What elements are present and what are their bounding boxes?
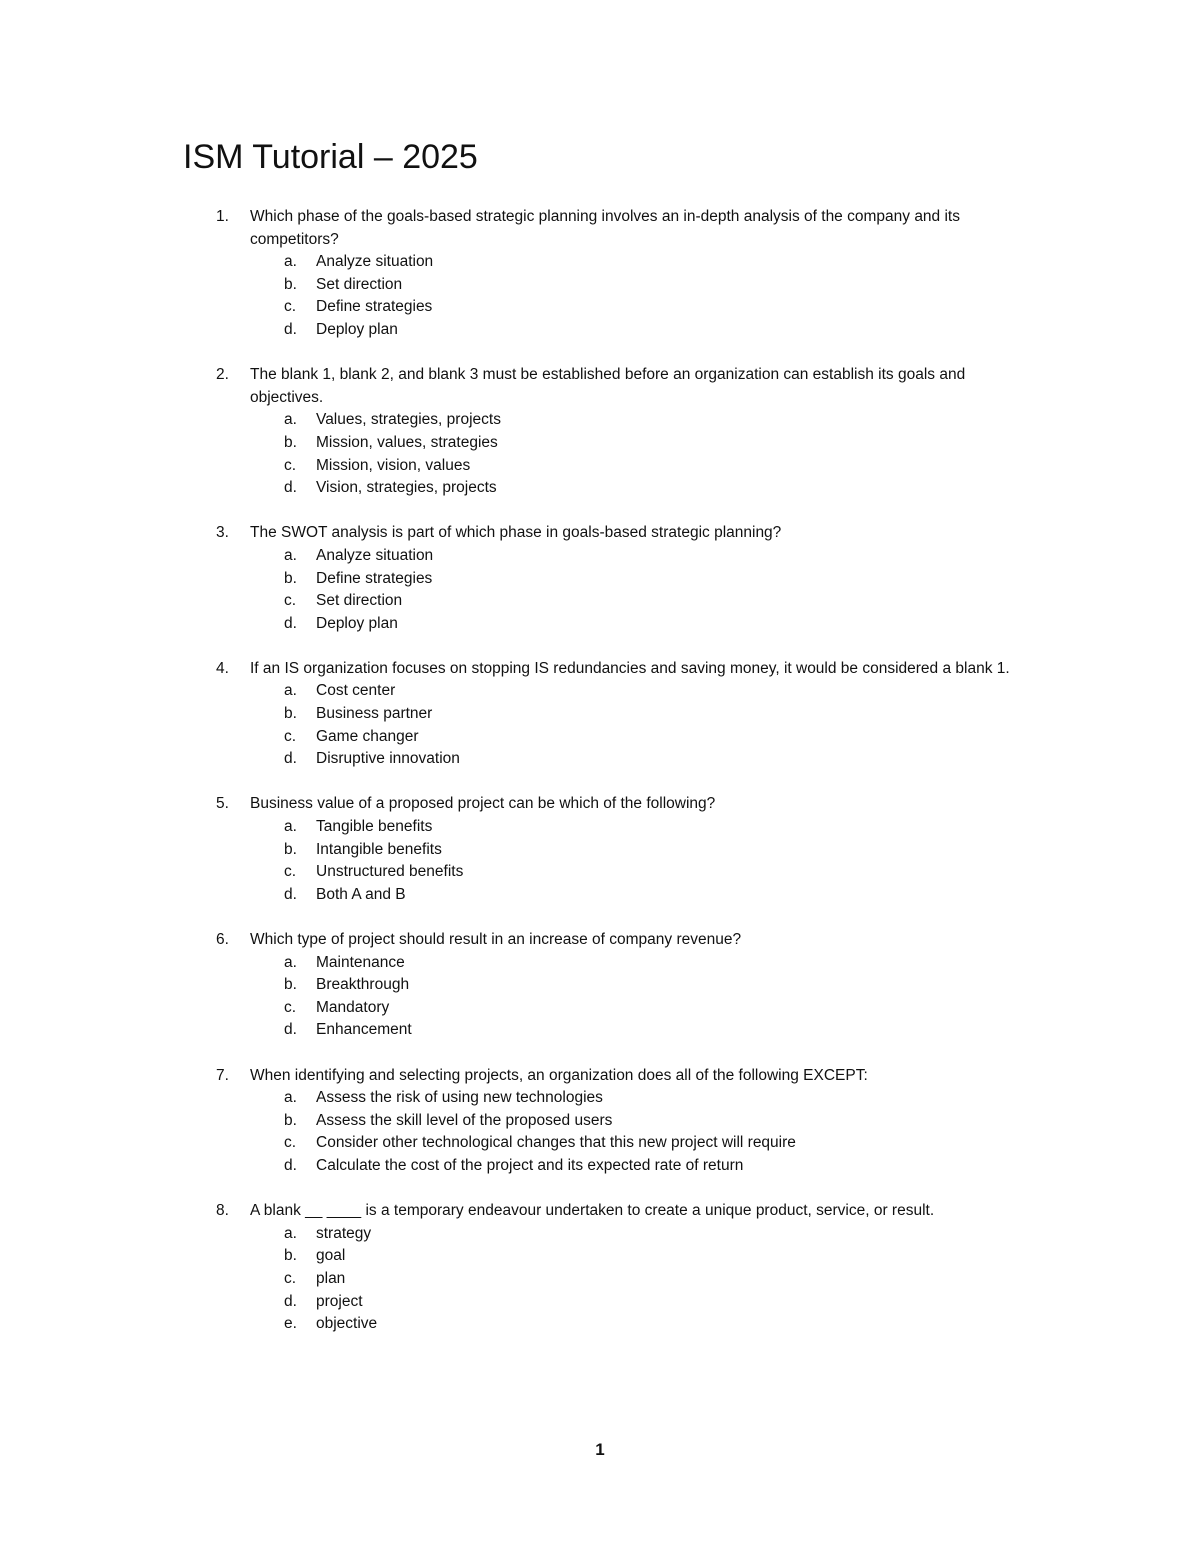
option-letter: a. [284, 953, 297, 971]
answer-option [250, 703, 1010, 726]
question-number: 6. [216, 931, 229, 948]
option-text: Consider other technological changes that this new project will require [316, 1134, 796, 1152]
option-letter: d. [284, 1156, 297, 1174]
answer-option [250, 590, 1010, 613]
page-title: ISM Tutorial – 2025 [183, 138, 478, 176]
option-text: Game changer [316, 727, 419, 745]
option-letter: c. [284, 1269, 297, 1287]
option-text: Analyze situation [316, 253, 434, 271]
option-letter: b. [284, 1111, 297, 1129]
question-number: 7. [216, 1066, 229, 1084]
option-text: Cost center [316, 682, 396, 700]
answer-option [250, 952, 1010, 975]
answer-option [250, 974, 1010, 997]
option-text: Tangible benefits [316, 818, 433, 836]
question-number: 2. [216, 366, 229, 384]
option-list [250, 545, 1010, 635]
answer-option [250, 748, 1010, 771]
option-text: Intangible benefits [316, 840, 442, 858]
answer-option [250, 997, 1010, 1020]
option-text: Mission, vision, values [316, 456, 471, 474]
option-text: Set direction [316, 592, 403, 610]
page-number: 1 [595, 1440, 605, 1459]
question-text: The blank 1, blank 2, and blank 3 must be established before an organization can establish its goals and objectives. [250, 366, 966, 406]
answer-option [250, 816, 1010, 839]
question-number: 3. [216, 524, 229, 542]
option-letter: b. [284, 1247, 297, 1265]
option-text: Vision, strategies, projects [316, 479, 497, 497]
answer-option [250, 1291, 1010, 1314]
question-number: 8. [216, 1202, 229, 1220]
answer-option [250, 477, 1010, 500]
question-text: A blank __ ____ is a temporary endeavour undertaken to create a unique product, service, or result. [250, 1202, 935, 1220]
option-letter: d. [284, 320, 297, 338]
option-text: Define strategies [316, 569, 433, 587]
option-letter: b. [284, 705, 297, 723]
answer-option [250, 319, 1010, 342]
option-text: Values, strategies, projects [316, 411, 501, 429]
answer-option [250, 545, 1010, 568]
question-item [0, 793, 1200, 906]
question-item [0, 1200, 1200, 1336]
answer-option [250, 568, 1010, 591]
answer-option [250, 1087, 1010, 1110]
option-letter: b. [284, 275, 297, 293]
option-letter: e. [284, 1315, 297, 1333]
option-letter: d. [284, 1292, 297, 1310]
question-item [0, 929, 1200, 1042]
option-text: Mission, values, strategies [316, 433, 498, 451]
option-letter: b. [284, 433, 297, 451]
question-item [0, 658, 1200, 771]
answer-option [250, 613, 1010, 636]
answer-option [250, 861, 1010, 884]
answer-option [250, 1110, 1010, 1133]
question-item [0, 1065, 1200, 1178]
answer-option [250, 1245, 1010, 1268]
option-letter: c. [284, 998, 297, 1016]
answer-option [250, 409, 1010, 432]
answer-option [250, 1223, 1010, 1246]
option-list [250, 1087, 1010, 1177]
question-text: The SWOT analysis is part of which phase in goals-based strategic planning? [250, 524, 782, 542]
answer-option [250, 432, 1010, 455]
option-text: Business partner [316, 705, 433, 723]
option-text: Deploy plan [316, 614, 398, 632]
option-text: Mandatory [316, 998, 390, 1016]
option-list [250, 680, 1010, 770]
option-letter: c. [284, 727, 297, 745]
option-text: strategy [316, 1224, 372, 1242]
option-text: Deploy plan [316, 320, 398, 338]
option-letter: c. [284, 456, 297, 474]
answer-option [250, 1155, 1010, 1178]
answer-option [250, 1019, 1010, 1042]
question-number: 4. [216, 659, 229, 677]
option-letter: c. [284, 298, 297, 316]
option-text: Set direction [316, 275, 403, 293]
option-letter: a. [284, 411, 297, 429]
option-text: objective [316, 1315, 378, 1333]
answer-option [250, 1268, 1010, 1291]
question-text: Which type of project should result in an increase of company revenue? [250, 931, 742, 948]
option-list [250, 816, 1010, 906]
answer-option [250, 251, 1010, 274]
option-text: Disruptive innovation [316, 750, 460, 768]
question-item [0, 522, 1200, 635]
option-text: Breakthrough [316, 976, 410, 994]
question-text: If an IS organization focuses on stopping IS redundancies and saving money, it would be considered a blank 1. [250, 659, 1010, 677]
option-text: Unstructured benefits [316, 863, 464, 881]
question-text: Business value of a proposed project can be which of the following? [250, 795, 716, 813]
question-item [0, 364, 1200, 500]
option-text: goal [316, 1247, 346, 1265]
option-letter: b. [284, 840, 297, 858]
option-letter: a. [284, 546, 297, 564]
option-text: Analyze situation [316, 546, 434, 564]
answer-option [250, 680, 1010, 703]
answer-option [250, 1132, 1010, 1155]
option-letter: b. [284, 976, 297, 994]
question-number: 5. [216, 795, 229, 813]
option-letter: d. [284, 479, 297, 497]
option-text: Assess the risk of using new technologies [316, 1089, 603, 1107]
question-text: Which phase of the goals-based strategic planning involves an in-depth analysis of the company and its competitors? [250, 208, 960, 248]
question-list [0, 206, 1200, 1358]
option-list [250, 952, 1010, 1042]
option-letter: d. [284, 750, 297, 768]
option-letter: a. [284, 682, 297, 700]
option-text: Maintenance [316, 953, 405, 971]
option-letter: a. [284, 1224, 297, 1242]
answer-option [250, 726, 1010, 749]
answer-option [250, 274, 1010, 297]
answer-option [250, 839, 1010, 862]
option-list [250, 409, 1010, 499]
answer-option [250, 455, 1010, 478]
option-letter: c. [284, 863, 297, 881]
option-letter: a. [284, 1089, 297, 1107]
option-list [250, 251, 1010, 341]
option-text: Both A and B [316, 885, 406, 903]
option-text: Enhancement [316, 1021, 412, 1039]
answer-option [250, 1313, 1010, 1336]
question-item [0, 206, 1200, 342]
option-letter: d. [284, 1021, 297, 1039]
option-text: project [316, 1292, 363, 1310]
answer-option [250, 884, 1010, 907]
option-text: Calculate the cost of the project and its expected rate of return [316, 1156, 744, 1174]
question-number: 1. [216, 208, 229, 225]
option-text: plan [316, 1269, 346, 1287]
option-letter: a. [284, 253, 297, 271]
option-list [250, 1223, 1010, 1336]
option-letter: c. [284, 592, 297, 610]
option-letter: d. [284, 614, 297, 632]
option-text: Define strategies [316, 298, 433, 316]
option-letter: d. [284, 885, 297, 903]
option-letter: a. [284, 818, 297, 836]
answer-option [250, 296, 1010, 319]
question-text: When identifying and selecting projects, an organization does all of the following EXCEPT: [250, 1066, 868, 1084]
option-letter: b. [284, 569, 297, 587]
option-text: Assess the skill level of the proposed users [316, 1111, 613, 1129]
option-letter: c. [284, 1134, 297, 1152]
